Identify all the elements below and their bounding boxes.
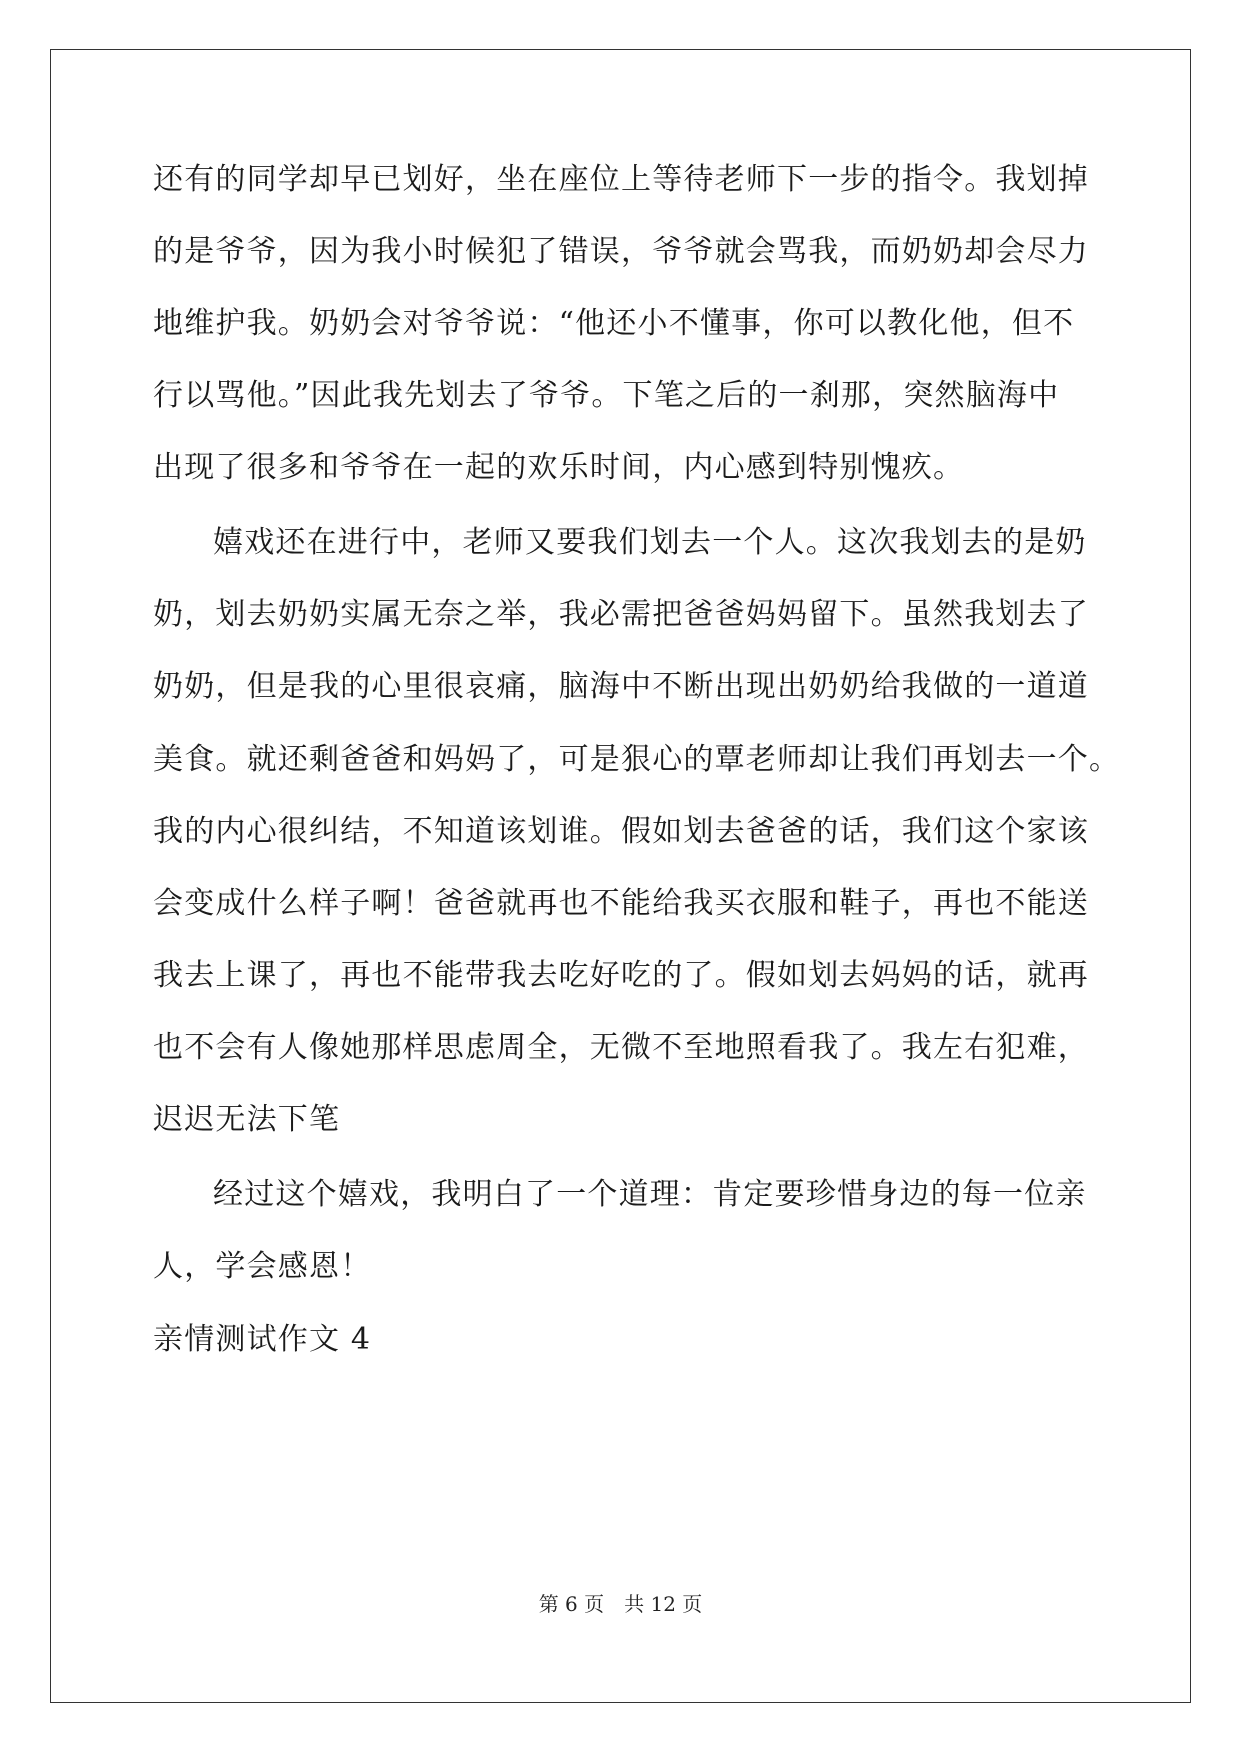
text-line: 地维护我。奶奶会对爷爷说：“他还小不懂事，你可以教化他，但不 xyxy=(153,306,1075,341)
text-line: 会变成什么样子啊！爸爸就再也不能给我买衣服和鞋子，再也不能送 xyxy=(153,886,1089,921)
text-line: 经过这个嬉戏，我明白了一个道理：肯定要珍惜身边的每一位亲 xyxy=(213,1177,1087,1212)
text-line: 人，学会感恩！ xyxy=(153,1249,372,1284)
page-border xyxy=(50,49,1191,1703)
page-total: 共 12 页 xyxy=(624,1592,703,1616)
text-line: 的是爷爷，因为我小时候犯了错误，爷爷就会骂我，而奶奶却会尽力 xyxy=(153,234,1089,269)
text-line: 迟迟无法下笔 xyxy=(153,1102,341,1137)
text-line: 我的内心很纠结，不知道该划谁。假如划去爸爸的话，我们这个家该 xyxy=(153,814,1089,849)
text-line: 嬉戏还在进行中，老师又要我们划去一个人。这次我划去的是奶 xyxy=(213,525,1087,560)
section-heading: 亲情测试作文 4 xyxy=(153,1322,372,1357)
text-line: 还有的同学却早已划好，坐在座位上等待老师下一步的指令。我划掉 xyxy=(153,162,1089,197)
text-line: 我去上课了，再也不能带我去吃好吃的了。假如划去妈妈的话，就再 xyxy=(153,958,1089,993)
text-line: 美食。就还剩爸爸和妈妈了，可是狠心的覃老师却让我们再划去一个。 xyxy=(153,742,1121,777)
text-line: 奶奶，但是我的心里很哀痛，脑海中不断出现出奶奶给我做的一道道 xyxy=(153,669,1089,704)
text-line: 奶，划去奶奶实属无奈之举，我必需把爸爸妈妈留下。虽然我划去了 xyxy=(153,597,1089,632)
text-line: 行以骂他。”因此我先划去了爷爷。下笔之后的一刹那，突然脑海中 xyxy=(153,378,1060,413)
text-line: 出现了很多和爷爷在一起的欢乐时间，内心感到特别愧疚。 xyxy=(153,450,965,485)
text-line: 也不会有人像她那样思虑周全，无微不至地照看我了。我左右犯难， xyxy=(153,1030,1089,1065)
page-footer xyxy=(0,1588,1241,1617)
page-number: 第 6 页 xyxy=(538,1592,605,1616)
